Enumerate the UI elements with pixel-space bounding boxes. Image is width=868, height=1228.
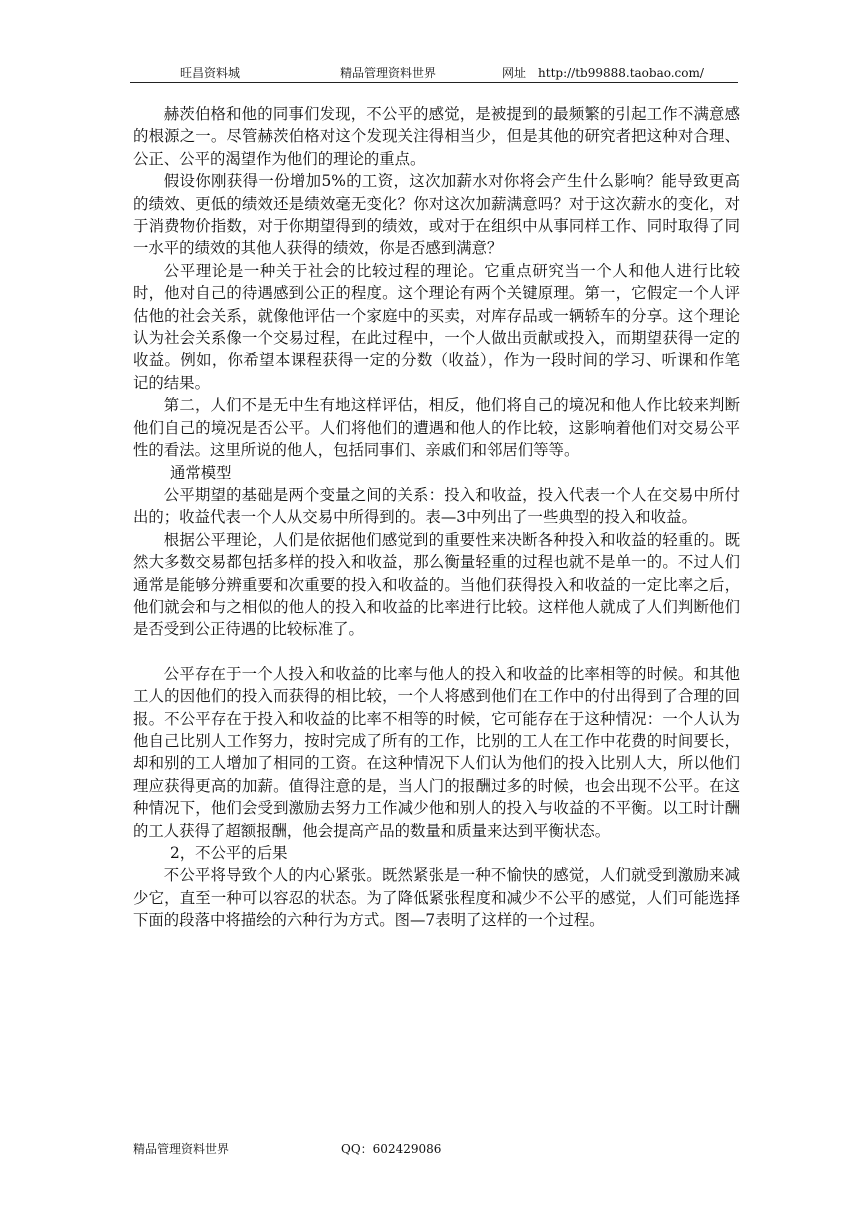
blank-line: [133, 641, 740, 663]
paragraph: 公平期望的基础是两个变量之间的关系：投入和收益，投入代表一个人在交易中所付出的；收益代表一个人从交易中所得到的。表—3中列出了一些典型的投入和收益。: [133, 485, 740, 527]
header-url-block: [502, 64, 704, 81]
paragraph: 赫茨伯格和他的同事们发现，不公平的感觉，是被提到的最频繁的引起工作不满意感的根源之一。尽管赫茨伯格对这个发现关注得相当少，但是其他的研究者把这种对合理、公正、公平的渴望作为他们的理论的重点。: [133, 105, 740, 168]
header-url-label: 网址: [502, 66, 527, 80]
paragraph: 公平存在于一个人投入和收益的比率与他人的投入和收益的比率相等的时候。和其他工人的因他们的投入而获得的相比较，一个人将感到他们在工作中的付出得到了合理的回报。不公平存在于投入和收益的比率不相等的时候，它可能存在于这种情况：一个人认为他自己比别人工作努力，按时完成了所有的工作，比别的工人在工作中花费的时间要长，却和别的工人增加了相同的工资。在这种情况下人们认为他们的投入比别人大，所以他们理应获得更高的加薪。值得注意的是，当人门的报酬过多的时候，也会出现不公平。在这种情况下，他们会受到激励去努力工作减少他和别人的投入与收益的不平衡。以工时计酬的工人获得了超额报酬，他会提高产品的数量和质量来达到平衡状态。: [133, 664, 740, 840]
paragraph: 假设你刚获得一份增加5%的工资，这次加薪水对你将会产生什么影响？能导致更高的绩效、更低的绩效还是绩效毫无变化？你对这次加薪满意吗？对于这次薪水的变化，对于消费物价指数，对于你期望得到的绩效，或对于在组织中从事同样工作、同时取得了同一水平的绩效的其他人获得的绩效，你是否感到满意？: [133, 172, 740, 258]
footer-qq-text: QQ：602429086: [341, 1142, 442, 1156]
paragraph: 不公平将导致个人的内心紧张。既然紧张是一种不愉快的感觉，人们就受到激励来减少它，直至一种可以容忍的状态。为了降低紧张程度和减少不公平的感觉，人们可能选择下面的段落中将描绘的六种行为方式。图—7表明了这样的一个过程。: [133, 866, 740, 930]
paragraph: 根据公平理论，人们是依据他们感觉到的重要性来决断各种投入和收益的轻重的。既然大多数交易都包括多样的投入和收益，那么衡量轻重的过程也就不是单一的。不过人们通常是能够分辨重要和次重要的投入和收益的。当他们获得投入和收益的一定比率之后，他们就会和与之相似的他人的投入和收益的比率进行比较。这样他人就成了人们判断他们是否受到公正待遇的比较标准了。: [133, 530, 740, 639]
paragraph: 公平理论是一种关于社会的比较过程的理论。它重点研究当一个人和他人进行比较时，他对自己的待遇感到公正的程度。这个理论有两个关键原理。第一，它假定一个人评估他的社会关系，就像他评估一个家庭中的买卖，对库存品或一辆轿车的分享。这个理论认为社会关系像一个交易过程，在此过程中，一个人做出贡献或投入，而期望获得一定的收益。例如，你希望本课程获得一定的分数（收益），作为一段时间的学习、听课和作笔记的结果。: [133, 261, 740, 392]
paragraph: 第二，人们不是无中生有地这样评估，相反，他们将自己的境况和他人作比较来判断他们自己的境况是否公平。人们将他们的遭遇和他人的作比较，这影响着他们对交易公平性的看法。这里所说的他人，包括同事们、亲戚们和邻居们等等。: [133, 396, 740, 460]
header-url-link[interactable]: http://tb99888.taobao.com/: [538, 66, 704, 80]
header-center-text: 精品管理资料世界: [340, 66, 437, 80]
document-body: [133, 103, 740, 932]
section-heading: 2，不公平的后果: [169, 844, 288, 862]
header-left-text: 旺昌资料城: [180, 66, 241, 80]
page-header: [130, 62, 738, 83]
footer-left-text: 精品管理资料世界: [133, 1142, 230, 1156]
section-heading: 通常模型: [169, 463, 232, 482]
